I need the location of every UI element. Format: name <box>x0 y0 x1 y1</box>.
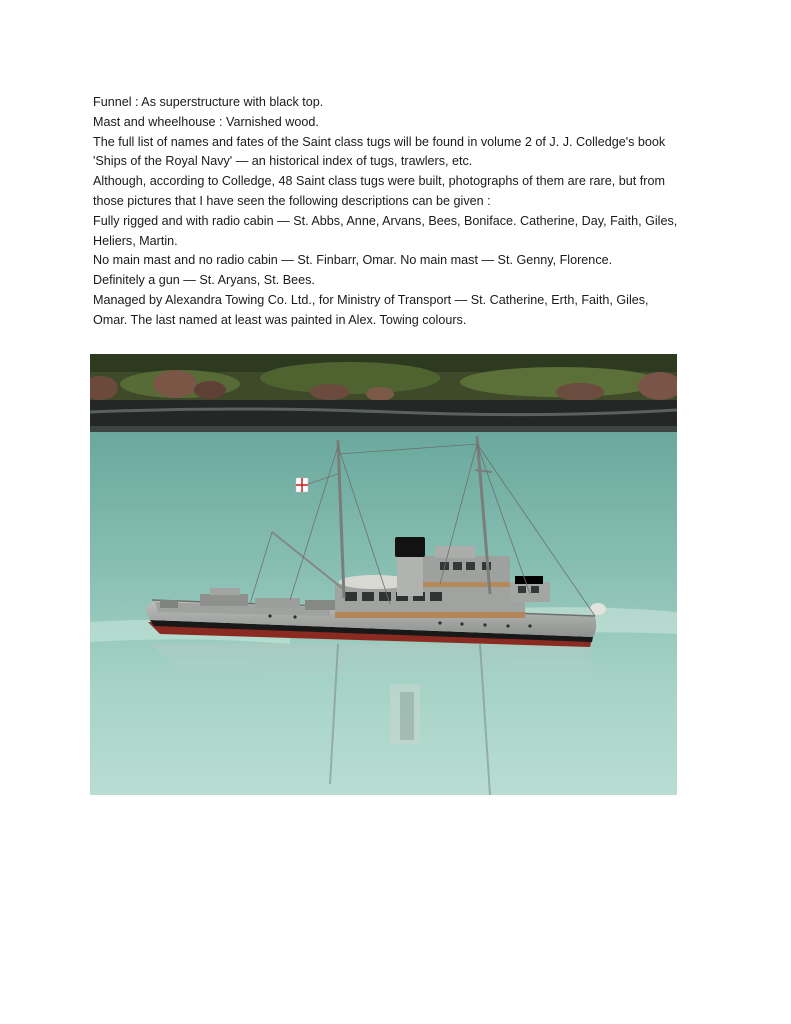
text-line: those pictures that I have seen the following descriptions can be given : <box>93 193 491 208</box>
text-line: Omar. The last named at least was painted in Alex. Towing colours. <box>93 312 467 327</box>
text-line: Funnel : As superstructure with black top. <box>93 95 324 109</box>
text-line: Mast and wheelhouse : Varnished wood. <box>93 114 319 129</box>
text-line: Although, according to Colledge, 48 Saint class tugs were built, photographs of them are rare, but from <box>93 174 665 189</box>
tug-photo-illustration <box>90 354 677 795</box>
text-line: 'Ships of the Royal Navy' — an historical index of tugs, trawlers, etc. <box>93 154 473 169</box>
text-line: Fully rigged and with radio cabin — St. Abbs, Anne, Arvans, Bees, Boniface. Catherine, Day, Faith, Giles, <box>93 213 678 228</box>
text-line: Managed by Alexandra Towing Co. Ltd., for Ministry of Transport — St. Catherine, Erth, Faith, Giles, <box>93 292 649 307</box>
text-line: No main mast and no radio cabin — St. Finbarr, Omar. No main mast — St. Genny, Florence. <box>93 253 613 268</box>
text-line: Definitely a gun — St. Aryans, St. Bees. <box>93 273 315 288</box>
text-line: Heliers, Martin. <box>93 233 178 248</box>
tug-model-photo <box>90 354 677 795</box>
text-line: The full list of names and fates of the Saint class tugs will be found in volume 2 of J. J. Colledge's book <box>93 134 666 149</box>
body-text <box>93 93 703 331</box>
